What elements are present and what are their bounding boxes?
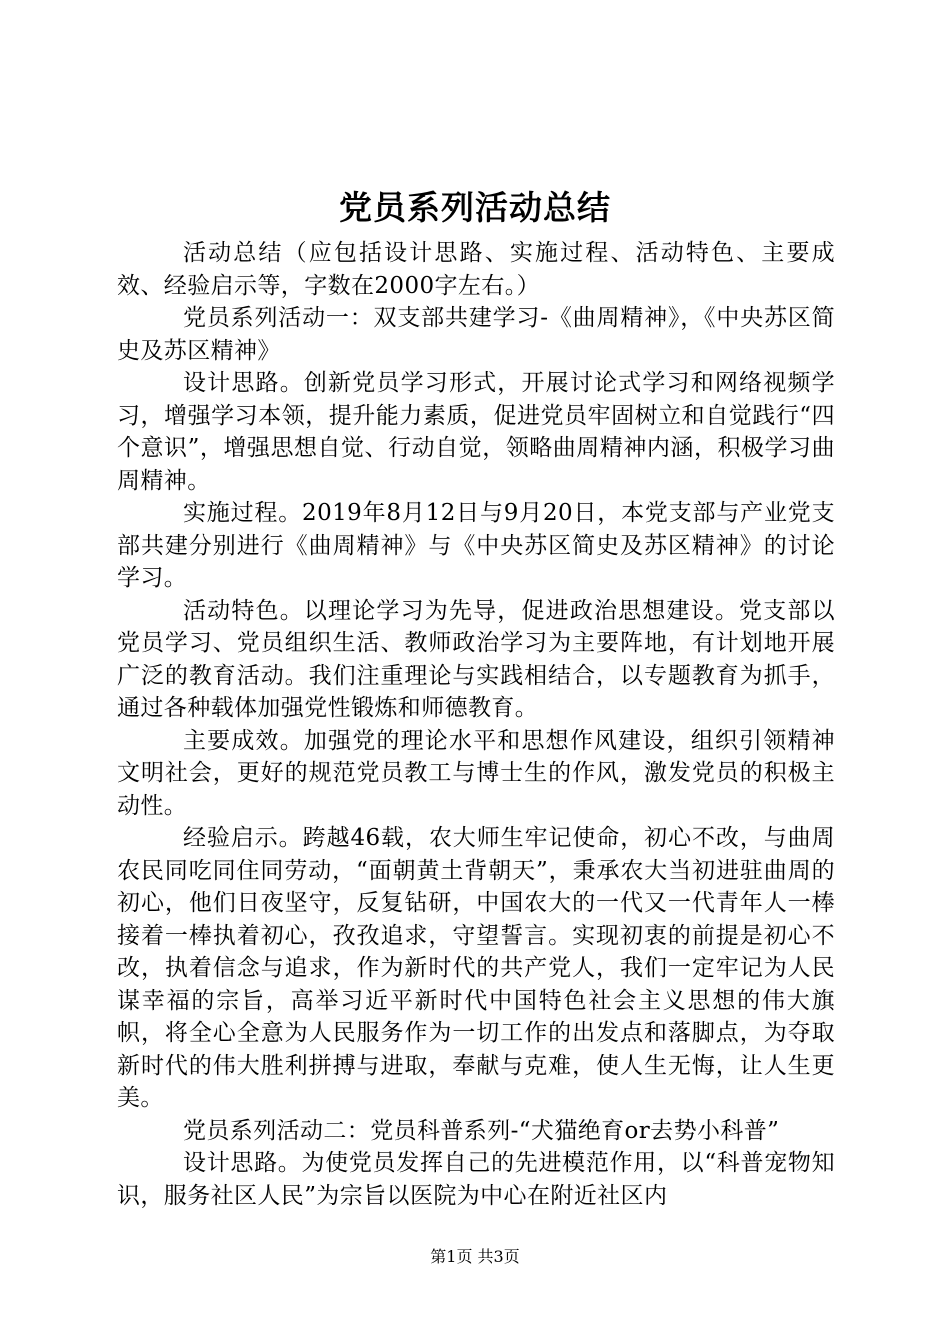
- paragraph-design-idea: 设计思路。创新党员学习形式，开展讨论式学习和网络视频学习，增强学习本领，提升能力素质，促进党员牢固树立和自觉践行“四个意识”，增强思想自觉、行动自觉，领略曲周精神内涵，积极学习曲周精神。: [117, 370, 835, 494]
- paragraph-activity-one-heading: 党员系列活动一：双支部共建学习-《曲周精神》，《中央苏区简史及苏区精神》: [117, 305, 835, 364]
- page-number-footer: 第1页 共3页: [430, 1247, 520, 1266]
- paragraph-implementation: 实施过程。2019年8月12日与9月20日，本党支部与产业党支部共建分别进行《曲周精神》与《中央苏区简史及苏区精神》的讨论学习。: [117, 500, 835, 591]
- paragraph-lessons: 经验启示。跨越46载，农大师生牢记使命，初心不改，与曲周农民同吃同住同劳动，“面朝黄土背朝天”，秉承农大当初进驻曲周的初心，他们日夜坚守，反复钻研，中国农大的一代又一代青年人一棒接着一棒执着初心，孜孜追求，守望誓言。实现初衷的前提是初心不改，执着信念与追求，作为新时代的共产党人，我们一定牢记为人民谋幸福的宗旨，高举习近平新时代中国特色社会主义思想的伟大旗帜，将全心全意为人民服务作为一切工作的出发点和落脚点，为夺取新时代的伟大胜利拼搏与进取，奉献与克难，使人生无悔，让人生更美。: [117, 825, 835, 1111]
- paragraph-activity-two-heading: 党员系列活动二：党员科普系列-“犬猫绝育or去势小科普”: [183, 1117, 780, 1144]
- document-body: [117, 237, 835, 1212]
- paragraph-design-idea-two: 设计思路。为使党员发挥自己的先进模范作用，以“科普宠物知识，服务社区人民”为宗旨以医院为中心在附近社区内: [117, 1150, 835, 1209]
- document-title: 党员系列活动总结: [339, 188, 611, 227]
- paragraph-features: 活动特色。以理论学习为先导，促进政治思想建设。党支部以党员学习、党员组织生活、教师政治学习为主要阵地，有计划地开展广泛的教育活动。我们注重理论与实践相结合，以专题教育为抓手，通过各种载体加强党性锻炼和师德教育。: [117, 597, 835, 721]
- paragraph-intro: 活动总结（应包括设计思路、实施过程、活动特色、主要成效、经验启示等，字数在2000字左右。）: [117, 240, 835, 299]
- paragraph-results: 主要成效。加强党的理论水平和思想作风建设，组织引领精神文明社会，更好的规范党员教工与博士生的作风，激发党员的积极主动性。: [117, 727, 835, 819]
